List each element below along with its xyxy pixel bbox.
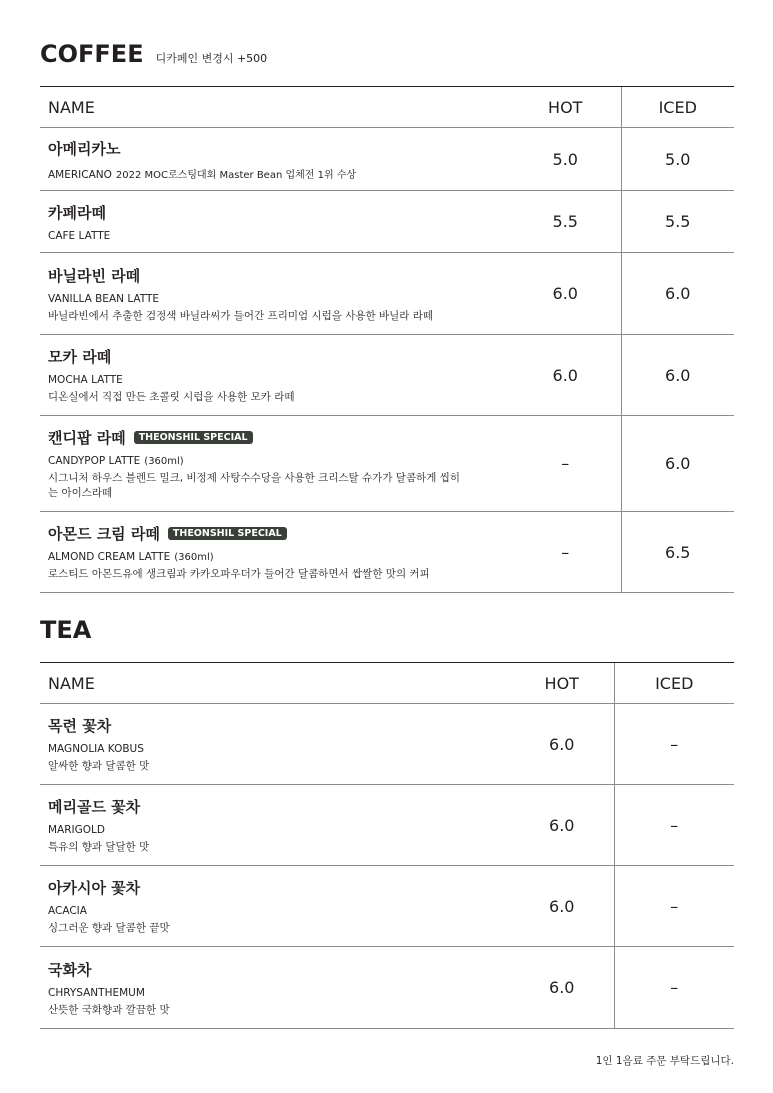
item-name-en: MAGNOLIA KOBUS (48, 743, 144, 755)
item-name-en: MOCHA LATTE (48, 374, 123, 386)
price-iced: – (614, 866, 734, 947)
item-name-en: CANDYPOP LATTE (48, 455, 141, 467)
footer-note: 1인 1음료 주문 부탁드립니다. (595, 1055, 734, 1067)
item-name-kr: 바닐라빈 라떼 (48, 266, 141, 285)
table-row (40, 785, 734, 866)
item-description: 로스티드 아몬드유에 생크림과 카카오파우더가 들어간 달콤하면서 쌉쌀한 맛의 커피 (48, 568, 430, 580)
price-iced: 6.5 (621, 512, 734, 593)
price-iced: – (614, 704, 734, 785)
table-row (40, 947, 734, 1029)
item-name-kr: 모카 라떼 (48, 348, 112, 366)
table-row (40, 416, 734, 512)
table-row (40, 191, 734, 253)
item-name-kr: 아카시아 꽃차 (48, 879, 141, 897)
item-name-en: CHRYSANTHEMUM (48, 986, 145, 999)
decaf-note: 디카페인 변경시 +500 (155, 52, 268, 65)
item-name-en: MARIGOLD (48, 824, 105, 836)
item-name-en: ACACIA (48, 905, 87, 917)
price-hot: 6.0 (510, 866, 614, 947)
item-name-kr: 아메리카노 (48, 140, 121, 158)
item-name-kr: 메리골드 꽃차 (48, 798, 141, 816)
col-iced: ICED (621, 87, 734, 128)
item-description: 디온실에서 직접 만든 초콜릿 시럽을 사용한 모카 라떼 (48, 391, 295, 403)
item-description: 특유의 향과 달달한 맛 (48, 841, 150, 853)
tea-section (40, 616, 734, 1029)
item-volume: (360ml) (144, 456, 184, 467)
col-iced: ICED (614, 663, 734, 704)
item-name-kr: 국화차 (48, 960, 92, 979)
item-name-kr: 카페라떼 (48, 204, 106, 222)
item-description: 알싸한 향과 달콤한 맛 (48, 760, 150, 772)
special-badge: THEONSHIL SPECIAL (134, 431, 253, 444)
item-award: 2022 MOC로스팅대회 Master Bean 업체전 1위 수상 (115, 170, 357, 181)
price-iced: 5.5 (621, 191, 734, 253)
col-hot: HOT (510, 663, 614, 704)
price-hot: 6.0 (510, 253, 621, 335)
col-name: NAME (40, 663, 510, 704)
tea-table (40, 662, 734, 1029)
price-iced: 5.0 (621, 128, 734, 191)
item-name-kr: 아몬드 크림 라떼 (48, 525, 160, 543)
price-hot: 6.0 (510, 947, 614, 1029)
price-iced: – (614, 785, 734, 866)
coffee-table-header (40, 87, 734, 128)
item-name-en: AMERICANO (48, 169, 112, 181)
price-hot: – (510, 416, 621, 512)
table-row (40, 866, 734, 947)
table-row (40, 335, 734, 416)
table-row (40, 512, 734, 593)
item-name-kr: 목련 꽃차 (48, 717, 112, 735)
price-iced: 6.0 (621, 253, 734, 335)
tea-table-header (40, 663, 734, 704)
price-iced: 6.0 (621, 416, 734, 512)
table-row (40, 253, 734, 335)
item-description: 싱그러운 향과 달콤한 끝맛 (48, 922, 170, 934)
item-description: 시그니처 하우스 블렌드 밀크, 비정제 사탕수수당을 사용한 크리스탈 슈가가 달콤하게 씹히는 아이스라떼 (48, 472, 461, 499)
tea-title: TEA (40, 616, 92, 644)
price-hot: 6.0 (510, 704, 614, 785)
col-hot: HOT (510, 87, 621, 128)
item-name-en: CAFE LATTE (48, 230, 111, 242)
price-hot: 6.0 (510, 335, 621, 416)
price-iced: 6.0 (621, 335, 734, 416)
coffee-section (40, 40, 734, 593)
table-row (40, 128, 734, 191)
item-description: 바닐라빈에서 추출한 검정색 바닐라씨가 들어간 프리미엄 시럽을 사용한 바닐라 라떼 (48, 309, 434, 322)
price-iced: – (614, 947, 734, 1029)
item-name-kr: 캔디팝 라떼 (48, 429, 126, 447)
coffee-header (40, 40, 734, 86)
price-hot: 6.0 (510, 785, 614, 866)
col-name: NAME (40, 87, 510, 128)
tea-header (40, 616, 734, 662)
item-description: 산뜻한 국화향과 깔끔한 맛 (48, 1003, 170, 1016)
table-row (40, 704, 734, 785)
special-badge: THEONSHIL SPECIAL (168, 527, 287, 540)
item-volume: (360ml) (174, 552, 214, 563)
price-hot: – (510, 512, 621, 593)
price-hot: 5.0 (510, 128, 621, 191)
item-name-en: VANILLA BEAN LATTE (48, 292, 160, 305)
price-hot: 5.5 (510, 191, 621, 253)
coffee-title: COFFEE (40, 40, 144, 68)
coffee-table (40, 86, 734, 593)
item-name-en: ALMOND CREAM LATTE (48, 551, 171, 563)
